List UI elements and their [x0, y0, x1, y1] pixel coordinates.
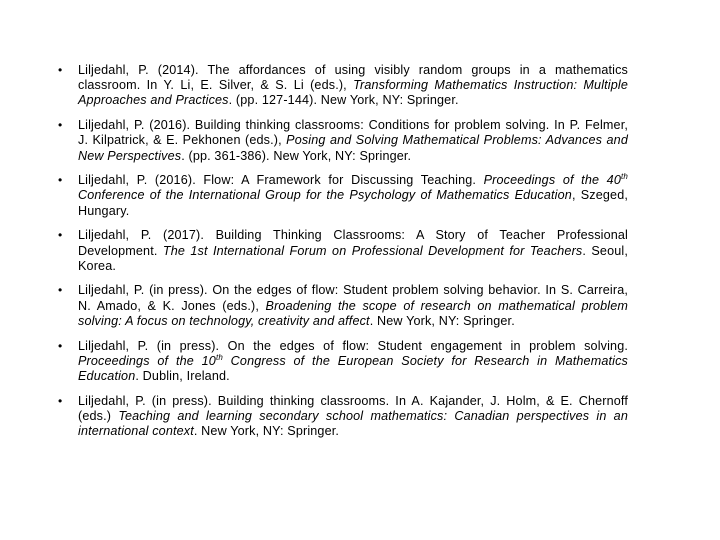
reference-text: . New York, NY: Springer.: [369, 313, 515, 328]
reference-title: Conference of the International Group for the Psychology of Mathematics Education: [78, 188, 572, 203]
reference-text: . Dublin, Ireland.: [135, 368, 230, 383]
reference-text: . New York, NY: Springer.: [193, 424, 340, 439]
reference-item: [58, 63, 628, 109]
reference-item: [58, 394, 628, 440]
bullet-icon: •: [58, 338, 63, 353]
reference-title: Transforming Mathematics Instruction: Multiple Approaches and Practices: [78, 78, 628, 108]
reference-title: Broadening the scope of research on mathematical problem solving: A focus on technology, creativity and affect: [78, 298, 628, 328]
reference-superscript: th: [215, 352, 223, 362]
reference-text: Liljedahl, P. (in press). On the edges of flow: Student engagement in problem solving.: [78, 338, 628, 353]
reference-text: Liljedahl, P. (in press). On the edges of flow: Student problem solving behavior. In S. Carreira, N. Amado, & K. Jones (eds.),: [78, 283, 628, 313]
reference-title: The 1st International Forum on Professional Development for Teachers: [162, 243, 583, 258]
reference-text: Liljedahl, P. (2017). Building Thinking Classrooms: A Story of Teacher Professional Development.: [78, 228, 628, 258]
reference-title: Posing and Solving Mathematical Problems: Advances and New Perspectives: [78, 133, 628, 163]
bullet-icon: •: [58, 228, 63, 243]
reference-text: . Seoul, Korea.: [78, 243, 628, 273]
reference-text: Liljedahl, P. (in press). Building thinking classrooms. In A. Kajander, J. Holm, & E. Chernoff (eds.): [78, 393, 628, 423]
reference-text: Liljedahl, P. (2014). The affordances of using visibly random groups in a mathematics classroom. In Y. Li, E. Silver, & S. Li (eds.),: [78, 63, 628, 93]
reference-title: Proceedings of the 10: [78, 353, 216, 368]
reference-item: [58, 339, 628, 385]
reference-item: [58, 173, 628, 219]
reference-text: Liljedahl, P. (2016). Building thinking classrooms: Conditions for problem solving. In P. Felmer, J. Kilpatrick, & E. Pekhonen (eds.),: [78, 118, 628, 148]
bullet-icon: •: [58, 118, 63, 133]
reference-item: [58, 118, 628, 164]
reference-text: . (pp. 127-144). New York, NY: Springer.: [228, 93, 459, 108]
bullet-icon: •: [58, 393, 63, 408]
reference-text: Liljedahl, P. (2016). Flow: A Framework for Discussing Teaching.: [78, 173, 484, 188]
reference-item: [58, 283, 628, 329]
bullet-icon: •: [58, 63, 63, 77]
reference-text: , Szeged, Hungary.: [78, 188, 628, 218]
reference-list: [58, 63, 628, 449]
bullet-icon: •: [58, 173, 63, 188]
bullet-icon: •: [58, 283, 63, 298]
reference-title: Teaching and learning secondary school mathematics: Canadian perspectives in an international context: [78, 408, 628, 439]
reference-title: Proceedings of the 40: [483, 173, 621, 188]
reference-text: . (pp. 361-386). New York, NY: Springer.: [181, 148, 412, 163]
reference-superscript: th: [621, 172, 628, 182]
reference-title: Congress of the European Society for Research in Mathematics Education: [78, 353, 628, 383]
reference-item: [58, 228, 628, 274]
